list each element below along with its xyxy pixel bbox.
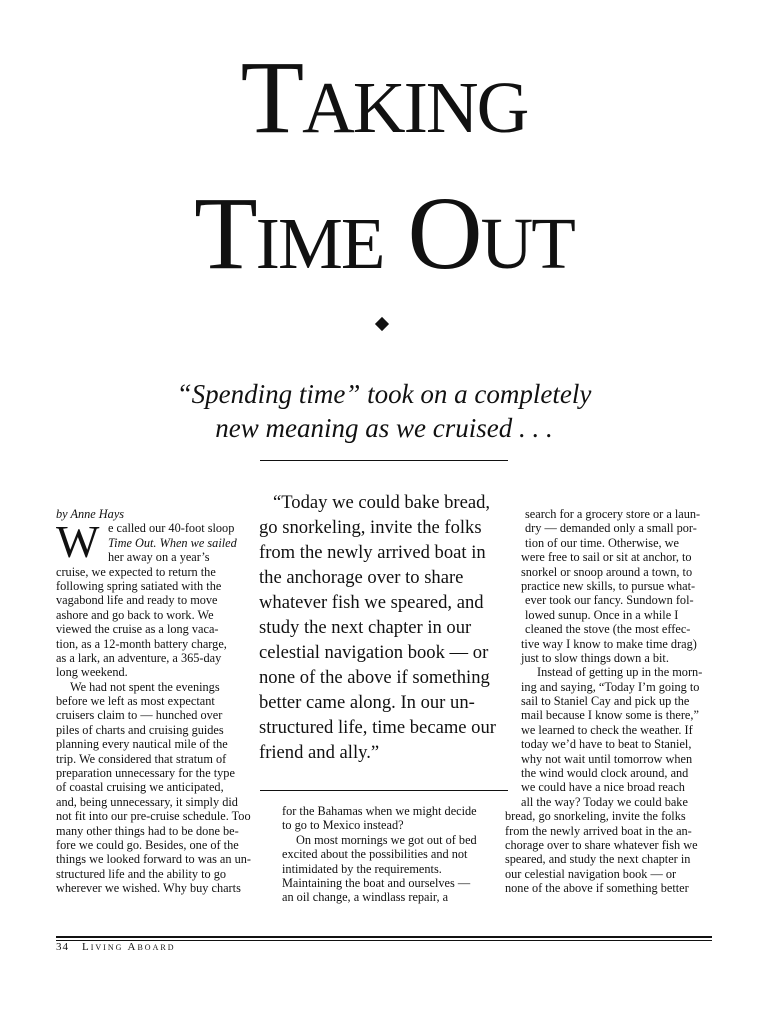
text-line: ever took our fancy. Sundown fol- <box>525 593 694 608</box>
text-line: ing and saying, “Today I’m going to <box>521 679 700 694</box>
subtitle-line-2: new meaning as we cruised . . . <box>215 413 553 443</box>
text-line: sail to Staniel Cay and pick up the <box>521 694 690 709</box>
text-line: ashore and go back to work. We <box>56 607 214 622</box>
text-line: intimidated by the requirements. <box>282 861 442 876</box>
text-line: tion, as a 12-month battery charge, <box>56 636 227 651</box>
text-line: the wind would clock around, and <box>521 766 689 781</box>
byline: by Anne Hays <box>56 507 125 521</box>
diamond-ornament-icon <box>375 317 389 331</box>
pull-quote-line: “Today we could bake bread, <box>273 492 491 513</box>
pull-quote-line: whatever fish we speared, and <box>259 592 484 613</box>
text-line: We had not spent the evenings <box>70 679 220 694</box>
text-line: piles of charts and cruising guides <box>56 722 224 737</box>
publication-name: Living Aboard <box>82 941 176 953</box>
pull-quote-line: friend and ally.” <box>259 742 380 763</box>
text-line: our celestial navigation book — or <box>505 866 677 881</box>
text-line: for the Bahamas when we might decide <box>282 804 477 818</box>
divider-rule <box>260 790 508 791</box>
text-line: many other things had to be done be- <box>56 823 239 838</box>
text-line: just to slow things down a bit. <box>521 650 669 665</box>
text-line: search for a grocery store or a laun- <box>525 507 701 521</box>
text-line: On most mornings we got out of bed <box>296 832 477 847</box>
text-line: not fit into our pre-cruise schedule. Too <box>56 809 251 824</box>
text-line: her away on a year’s <box>108 550 210 565</box>
text-line: lowed sunup. Once in a while I <box>525 607 679 622</box>
text-line: to go to Mexico instead? <box>282 818 404 833</box>
footer-rule <box>56 936 712 938</box>
text-line: mail because I know some is there,” <box>521 708 699 723</box>
text-line: we could have a nice broad reach <box>521 780 685 795</box>
text-line: preparation unnecessary for the type <box>56 766 235 781</box>
text-line: why not wait until tomorrow when <box>521 751 693 766</box>
text-line: cruise, we expected to return the <box>56 564 216 579</box>
text-line: and, being unnecessary, it simply did <box>56 794 238 809</box>
text-line: structured life and the ability to go <box>56 866 227 881</box>
text-line: viewed the cruise as a long vaca- <box>56 622 219 637</box>
text-line: none of the above if something better <box>505 881 689 896</box>
text-line: speared, and study the next chapter in <box>505 852 691 867</box>
text-line: bread, go snorkeling, invite the folks <box>505 809 686 824</box>
text-line: cruisers claim to — hunched over <box>56 708 223 723</box>
text-line: chorage over to share whatever fish we <box>505 837 698 852</box>
right-column <box>505 507 715 896</box>
text-line: Maintaining the boat and ourselves — <box>282 875 471 890</box>
text-line: snorkel or snoop around a town, to <box>521 564 693 579</box>
left-column <box>56 507 261 896</box>
text-line: following spring satiated with the <box>56 578 222 593</box>
text-line: long weekend. <box>56 665 128 680</box>
pull-quote-line: from the newly arrived boat in <box>259 542 486 563</box>
text-line: of coastal cruising we anticipated, <box>56 780 224 795</box>
article-title-line-1: Taking <box>240 40 528 155</box>
middle-column <box>282 804 492 905</box>
text-line: fore we could go. Besides, one of the <box>56 837 239 852</box>
text-line: dry — demanded only a small por- <box>525 521 697 536</box>
subtitle-line-1: “Spending time” took on a completely <box>176 379 592 409</box>
text-line: cleaned the stove (the most effec- <box>525 622 691 637</box>
pull-quote-line: the anchorage over to share <box>259 567 464 588</box>
text-line: Time Out. When we sailed <box>108 535 237 550</box>
pull-quote <box>259 490 515 765</box>
text-line: vagabond life and ready to move <box>56 593 218 608</box>
pull-quote-line: none of the above if something <box>259 667 490 688</box>
text-line: things we looked forward to was an un- <box>56 852 251 867</box>
text-line: an oil change, a windlass repair, a <box>282 890 449 905</box>
article-title-line-2: Time Out <box>194 176 574 291</box>
text-line: practice new skills, to pursue what- <box>521 578 696 593</box>
pull-quote-line: celestial navigation book — or <box>259 642 489 663</box>
text-line: tion of our time. Otherwise, we <box>525 535 680 550</box>
text-line: Instead of getting up in the morn- <box>537 665 703 680</box>
text-line: trip. We considered that stratum of <box>56 751 227 766</box>
pull-quote-line: study the next chapter in our <box>259 617 472 638</box>
pull-quote-line: better came along. In our un- <box>259 692 475 713</box>
text-line: all the way? Today we could bake <box>521 794 688 809</box>
pull-quote-line: go snorkeling, invite the folks <box>259 517 482 538</box>
text-line: today we’d have to beat to Staniel, <box>521 737 692 752</box>
text-line: as a lark, an adventure, a 365-day <box>56 650 222 665</box>
text-line: were free to sail or sit at anchor, to <box>521 550 692 565</box>
text-line: tive way I know to make time drag) <box>521 636 697 651</box>
text-line: e called our 40-foot sloop <box>108 521 235 536</box>
text-line: from the newly arrived boat in the an- <box>505 823 692 838</box>
divider-rule <box>260 460 508 461</box>
text-line: planning every nautical mile of the <box>56 737 228 752</box>
text-line: wherever we wished. Why buy charts <box>56 881 241 896</box>
text-line: excited about the possibilities and not <box>282 847 468 862</box>
pull-quote-line: structured life, time became our <box>259 717 496 738</box>
text-line: we learned to check the weather. If <box>521 722 693 737</box>
text-line: before we left as most expectant <box>56 694 215 709</box>
page-number: 34 <box>56 941 69 953</box>
drop-cap: W <box>56 516 100 568</box>
